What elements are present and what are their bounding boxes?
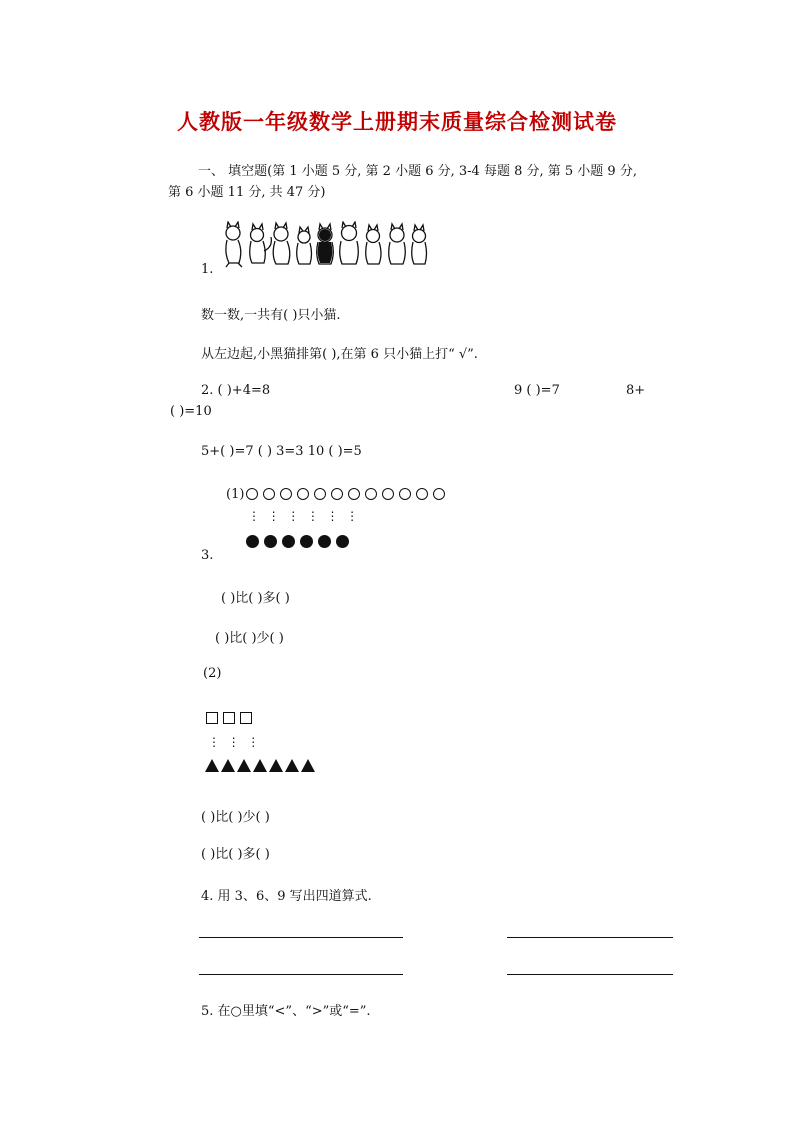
- triangle-shape: [269, 759, 283, 772]
- q3-sub2-label: (2): [203, 666, 222, 681]
- circle-shape: [416, 488, 428, 500]
- filled-circle-shape: [336, 535, 349, 548]
- filled-circle-shape: [282, 535, 295, 548]
- circle-shape: [399, 488, 411, 500]
- filled-circle-shape: [264, 535, 277, 548]
- circle-shape: [297, 488, 309, 500]
- q1-line-b: 从左边起,小黑猫排第( ),在第 6 只小猫上打“ √”.: [201, 347, 478, 362]
- cat-icon-2: [250, 224, 272, 263]
- black-cat-icon: [318, 229, 333, 263]
- triangle-shape: [253, 759, 267, 772]
- filled-circle-shape: [300, 535, 313, 548]
- q2-part-b: 9 ( )=7: [514, 383, 560, 398]
- q1-number: 1.: [201, 262, 214, 277]
- circle-row: [246, 488, 450, 500]
- answer-line-2: [507, 937, 673, 938]
- page-title: 人教版一年级数学上册期末质量综合检测试卷: [177, 110, 617, 134]
- answer-line-4: [507, 974, 673, 975]
- triangle-shape: [285, 759, 299, 772]
- q3-line-c: ( )比( )少( ): [201, 810, 270, 825]
- answer-line-1: [199, 937, 403, 938]
- q3-line-b: ( )比( )少( ): [215, 631, 284, 646]
- triangle-shape: [221, 759, 235, 772]
- cat-icon-4: [297, 227, 312, 264]
- cat-icon-1: [226, 222, 242, 267]
- q5-text: 5. 在○里填“<”、“>”或“=”.: [201, 1004, 371, 1019]
- circle-shape: [331, 488, 343, 500]
- q3-number: 3.: [201, 548, 214, 563]
- q3-sub1-label: (1): [226, 487, 245, 502]
- circle-shape: [280, 488, 292, 500]
- circle-shape: [263, 488, 275, 500]
- match-lines-1: ⋮ ⋮ ⋮ ⋮ ⋮ ⋮: [248, 509, 359, 523]
- q2-part-e: 5+( )=7 ( ) 3=3 10 ( )=5: [201, 444, 362, 459]
- cat-icon-7: [366, 225, 381, 264]
- q2-part-d: ( )=10: [170, 404, 212, 419]
- triangle-shape: [205, 759, 219, 772]
- triangle-row: [205, 759, 317, 772]
- q3-line-d: ( )比( )多( ): [201, 847, 270, 862]
- cat-icon-6: [340, 222, 359, 264]
- cat-icon-3: [273, 223, 290, 264]
- section-heading-line2: 第 6 小题 11 分, 共 47 分): [168, 185, 326, 200]
- circle-shape: [246, 488, 258, 500]
- triangle-shape: [301, 759, 315, 772]
- square-shape: [206, 712, 218, 724]
- circle-shape: [382, 488, 394, 500]
- triangle-shape: [237, 759, 251, 772]
- circle-shape: [365, 488, 377, 500]
- cat-icon-8: [389, 224, 406, 264]
- square-row: [206, 712, 257, 724]
- filled-circle-shape: [318, 535, 331, 548]
- dot-row: [246, 535, 354, 548]
- q3-line-a: ( )比( )多( ): [221, 591, 290, 606]
- circle-shape: [433, 488, 445, 500]
- match-lines-2: ⋮ ⋮ ⋮: [208, 735, 260, 749]
- circle-shape: [314, 488, 326, 500]
- circle-shape: [348, 488, 360, 500]
- filled-circle-shape: [246, 535, 259, 548]
- q4-text: 4. 用 3、6、9 写出四道算式.: [201, 889, 372, 904]
- q2-part-a: 2. ( )+4=8: [201, 383, 271, 398]
- cat-icon-9: [412, 225, 427, 264]
- section-heading-line1: 一、 填空题(第 1 小题 5 分, 第 2 小题 6 分, 3-4 每题 8 分, 第 5 小题 9 分,: [198, 164, 637, 179]
- cats-illustration: [221, 221, 431, 269]
- square-shape: [223, 712, 235, 724]
- square-shape: [240, 712, 252, 724]
- q2-part-c: 8+: [626, 383, 646, 398]
- answer-line-3: [199, 974, 403, 975]
- q1-line-a: 数一数,一共有( )只小猫.: [201, 308, 341, 323]
